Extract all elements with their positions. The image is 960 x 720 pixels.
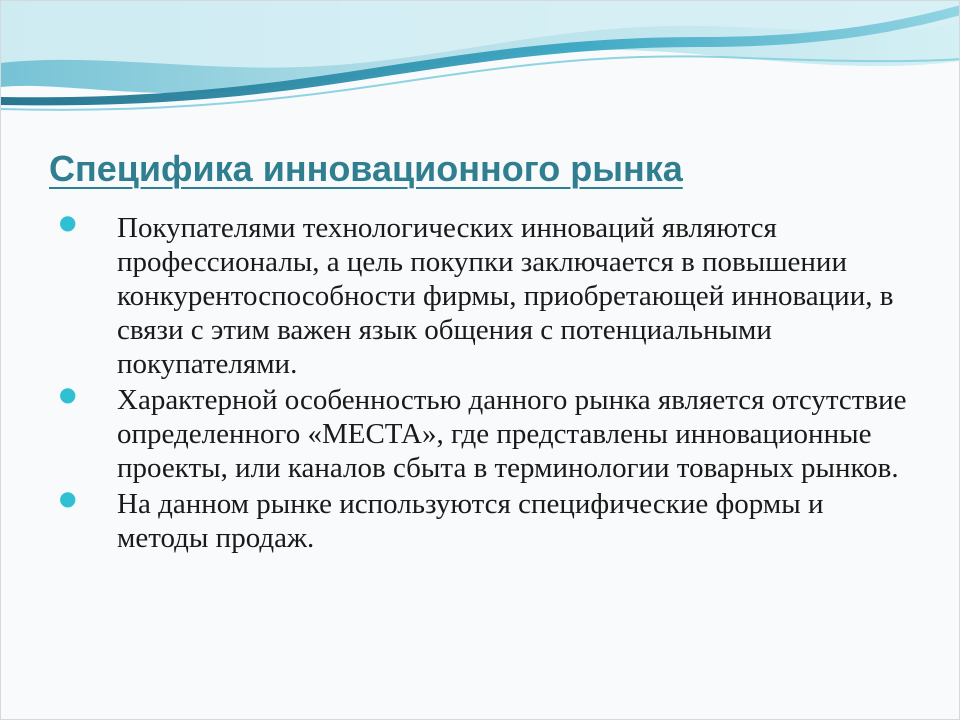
header-wave-decoration <box>1 1 960 121</box>
bullet-item <box>57 487 917 555</box>
slide-title-text: Специфика инновационного рынка <box>49 148 683 189</box>
bullet-list <box>57 211 917 557</box>
bullet-dot-icon: ● <box>59 486 77 510</box>
bullet-item <box>57 211 917 381</box>
bullet-dot-icon: ● <box>59 210 77 234</box>
bullet-text: На данном рынке используются специфические формы и методы продаж. <box>117 488 824 554</box>
slide-title <box>49 147 909 191</box>
bullet-dot-icon: ● <box>59 382 77 406</box>
bullet-text: Характерной особенностью данного рынка является отсутствие определенного «МЕСТА», где представлены инновационные проекты, или каналов сбыта в терминологии товарных рынков. <box>117 384 907 484</box>
bullet-item <box>57 383 917 485</box>
bullet-text: Покупателями технологических инноваций являются профессионалы, а цель покупки заключается в повышении конкурентоспособности фирмы, приобретающей инновации, в связи с этим важен язык общения с потенциальными покупателями. <box>117 212 894 380</box>
